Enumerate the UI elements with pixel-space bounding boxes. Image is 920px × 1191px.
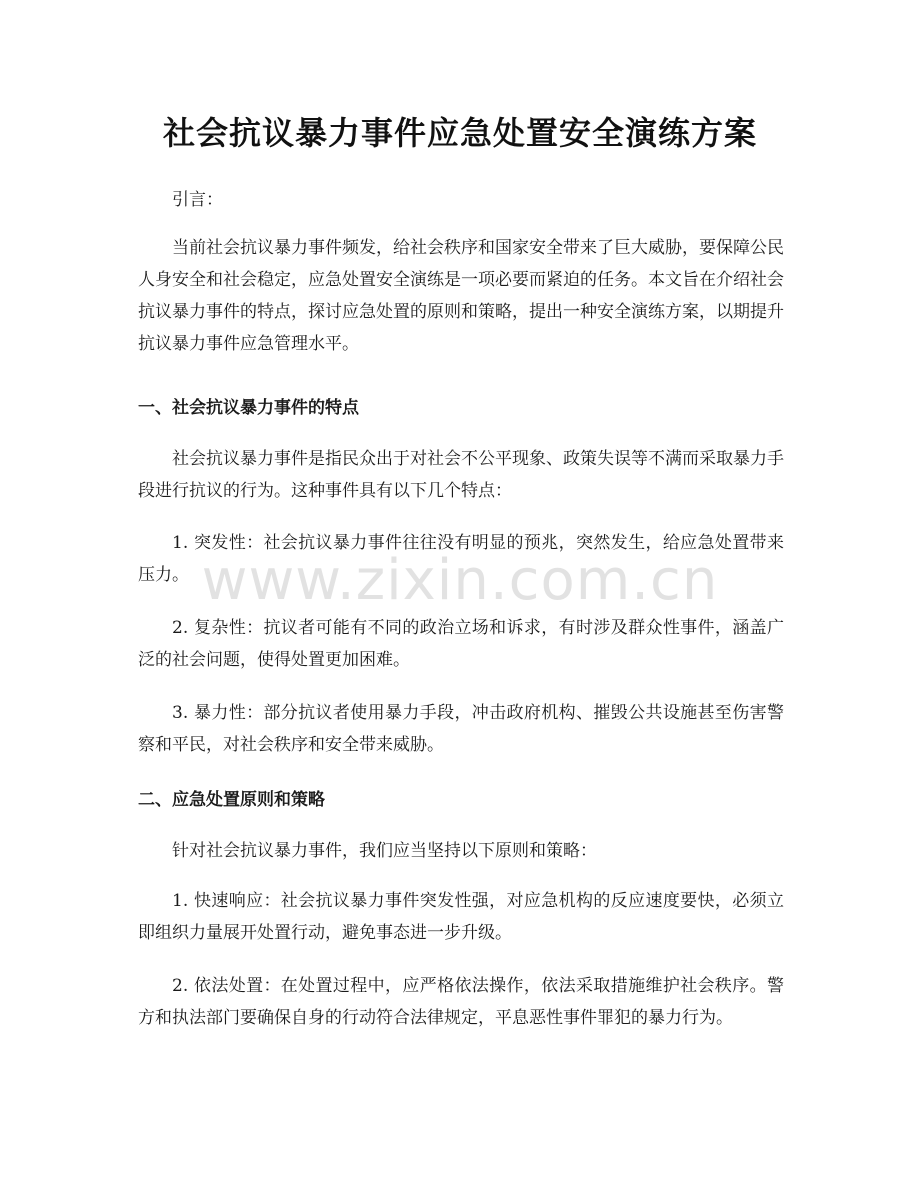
intro-label: 引言： — [172, 190, 223, 210]
section-1-item-1: 1. 突发性：社会抗议暴力事件往往没有明显的预兆，突然发生，给应急处置带来压力。 — [138, 533, 784, 585]
document-title: 社会抗议暴力事件应急处置安全演练方案 — [162, 114, 757, 152]
section-2-item-2: 2. 依法处置：在处置过程中，应严格依法操作，依法采取措施维护社会秩序。警方和执法部门要确保自身的行动符合法律规定，平息恶性事件罪犯的暴力行为。 — [138, 976, 784, 1028]
watermark-text: www.zixin.com.cn — [201, 548, 719, 613]
section-2-intro: 针对社会抗议暴力事件，我们应当坚持以下原则和策略： — [172, 841, 597, 861]
section-1-intro: 社会抗议暴力事件是指民众出于对社会不公平现象、政策失误等不满而采取暴力手段进行抗议的行为。这种事件具有以下几个特点： — [138, 449, 784, 501]
section-1-item-2: 2. 复杂性：抗议者可能有不同的政治立场和诉求，有时涉及群众性事件，涵盖广泛的社会问题，使得处置更加困难。 — [138, 618, 784, 670]
intro-paragraph: 当前社会抗议暴力事件频发，给社会秩序和国家安全带来了巨大威胁，要保障公民人身安全和社会稳定，应急处置安全演练是一项必要而紧迫的任务。本文旨在介绍社会抗议暴力事件的特点，探讨应急处置的原则和策略，提出一种安全演练方案，以期提升抗议暴力事件应急管理水平。 — [138, 238, 784, 354]
section-1-item-3: 3. 暴力性：部分抗议者使用暴力手段，冲击政府机构、摧毁公共设施甚至伤害警察和平民，对社会秩序和安全带来威胁。 — [138, 703, 784, 755]
section-2-item-1: 1. 快速响应：社会抗议暴力事件突发性强，对应急机构的反应速度要快，必须立即组织力量展开处置行动，避免事态进一步升级。 — [138, 891, 784, 943]
section-2-heading: 二、应急处置原则和策略 — [138, 790, 325, 810]
section-1-heading: 一、社会抗议暴力事件的特点 — [138, 398, 359, 418]
